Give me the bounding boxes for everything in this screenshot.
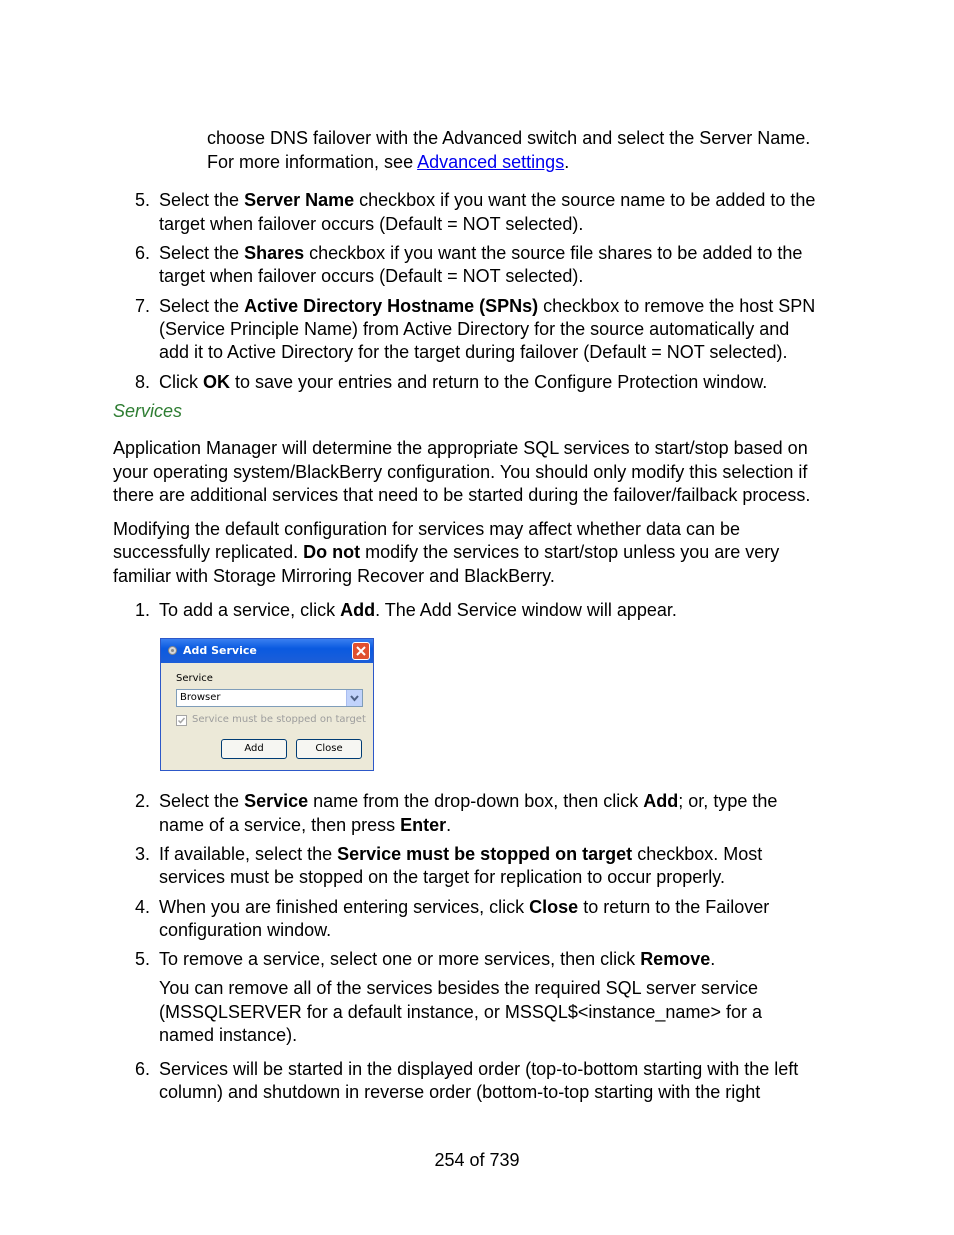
body-text: Modifying the default configuration for services may affect whether data can be [113,519,741,539]
step-note: You can remove all of the services besides the required SQL server service [159,978,758,998]
step-text: Select the Service name from the drop-down box, then click Add; or, type the [159,791,778,811]
add-service-dialog [160,638,374,771]
dialog-body [164,663,370,768]
chevron-down-icon [347,690,362,706]
step-text: Select the Active Directory Hostname (SPNs) checkbox to remove the host SPN [159,296,816,316]
step-note: (MSSQLSERVER for a default instance, or MSSQL$<instance_name> for a [159,1002,762,1022]
add-button[interactable]: Add [221,739,287,759]
step-text: name of a service, then press Enter. [159,815,452,835]
dialog-titlebar [161,639,373,663]
step-text: Select the Server Name checkbox if you want the source name to be added to the [159,190,816,210]
step-number: 8. [134,372,150,392]
body-text: your operating system/BlackBerry configuration. You should only modify this selection if [113,462,808,482]
step-number: 5. [134,949,150,969]
step-text: add it to Active Directory for the target during failover (Default = NOT selected). [159,342,788,362]
text: . [564,152,570,172]
close-button[interactable] [352,642,370,660]
section-heading: Services [113,401,183,421]
body-text [207,151,569,174]
step-number: 2. [134,791,150,811]
step-text: If available, select the Service must be stopped on target checkbox. Most [159,844,763,864]
step-text: services must be stopped on the target for replication to occur properly. [159,867,725,887]
step-text: Select the Shares checkbox if you want the source file shares to be added to the [159,243,803,263]
step-note: named instance). [159,1025,298,1045]
step-text: configuration window. [159,920,332,940]
step-number: 1. [134,600,150,620]
body-text: Application Manager will determine the appropriate SQL services to start/stop based on [113,438,808,458]
stop-on-target-checkbox[interactable] [176,715,187,726]
step-number: 7. [134,296,150,316]
step-text: Click OK to save your entries and return to the Configure Protection window. [159,372,768,392]
service-label: Service [176,673,213,684]
checkbox-label: Service must be stopped on target [192,714,366,725]
step-text: When you are finished entering services, click Close to return to the Failover [159,897,770,917]
body-text: there are additional services that need to be started during the failover/failback process. [113,485,811,505]
step-text: (Service Principle Name) from Active Directory for the source automatically and [159,319,790,339]
body-text: familiar with Storage Mirroring Recover and BlackBerry. [113,566,555,586]
dropdown-button[interactable] [346,690,362,706]
text: For more information, see [207,152,418,172]
step-number: 3. [134,844,150,864]
step-number: 5. [134,190,150,210]
dialog-close-button[interactable]: Close [296,739,362,759]
step-text: column) and shutdown in reverse order (bottom-to-top starting with the right [159,1082,761,1102]
close-icon [353,643,369,659]
body-text: choose DNS failover with the Advanced switch and select the Server Name. [207,128,811,148]
step-number: 6. [134,243,150,263]
advanced-settings-link[interactable]: Advanced settings [417,152,565,172]
gear-icon [167,645,178,656]
service-select[interactable] [176,689,363,707]
dialog-title: Add Service [183,644,257,657]
page-number: 254 of 739 [434,1150,520,1170]
checkmark-icon [177,716,186,725]
service-value: Browser [180,692,221,703]
step-text: To remove a service, select one or more services, then click Remove. [159,949,716,969]
step-number: 4. [134,897,150,917]
step-text: Services will be started in the displayed order (top-to-bottom starting with the left [159,1059,799,1079]
body-text: successfully replicated. Do not modify the services to start/stop unless you are very [113,542,780,562]
step-text: target when failover occurs (Default = NOT selected). [159,214,584,234]
step-text: target when failover occurs (Default = NOT selected). [159,266,584,286]
step-text: To add a service, click Add. The Add Service window will appear. [159,600,677,620]
step-number: 6. [134,1059,150,1079]
